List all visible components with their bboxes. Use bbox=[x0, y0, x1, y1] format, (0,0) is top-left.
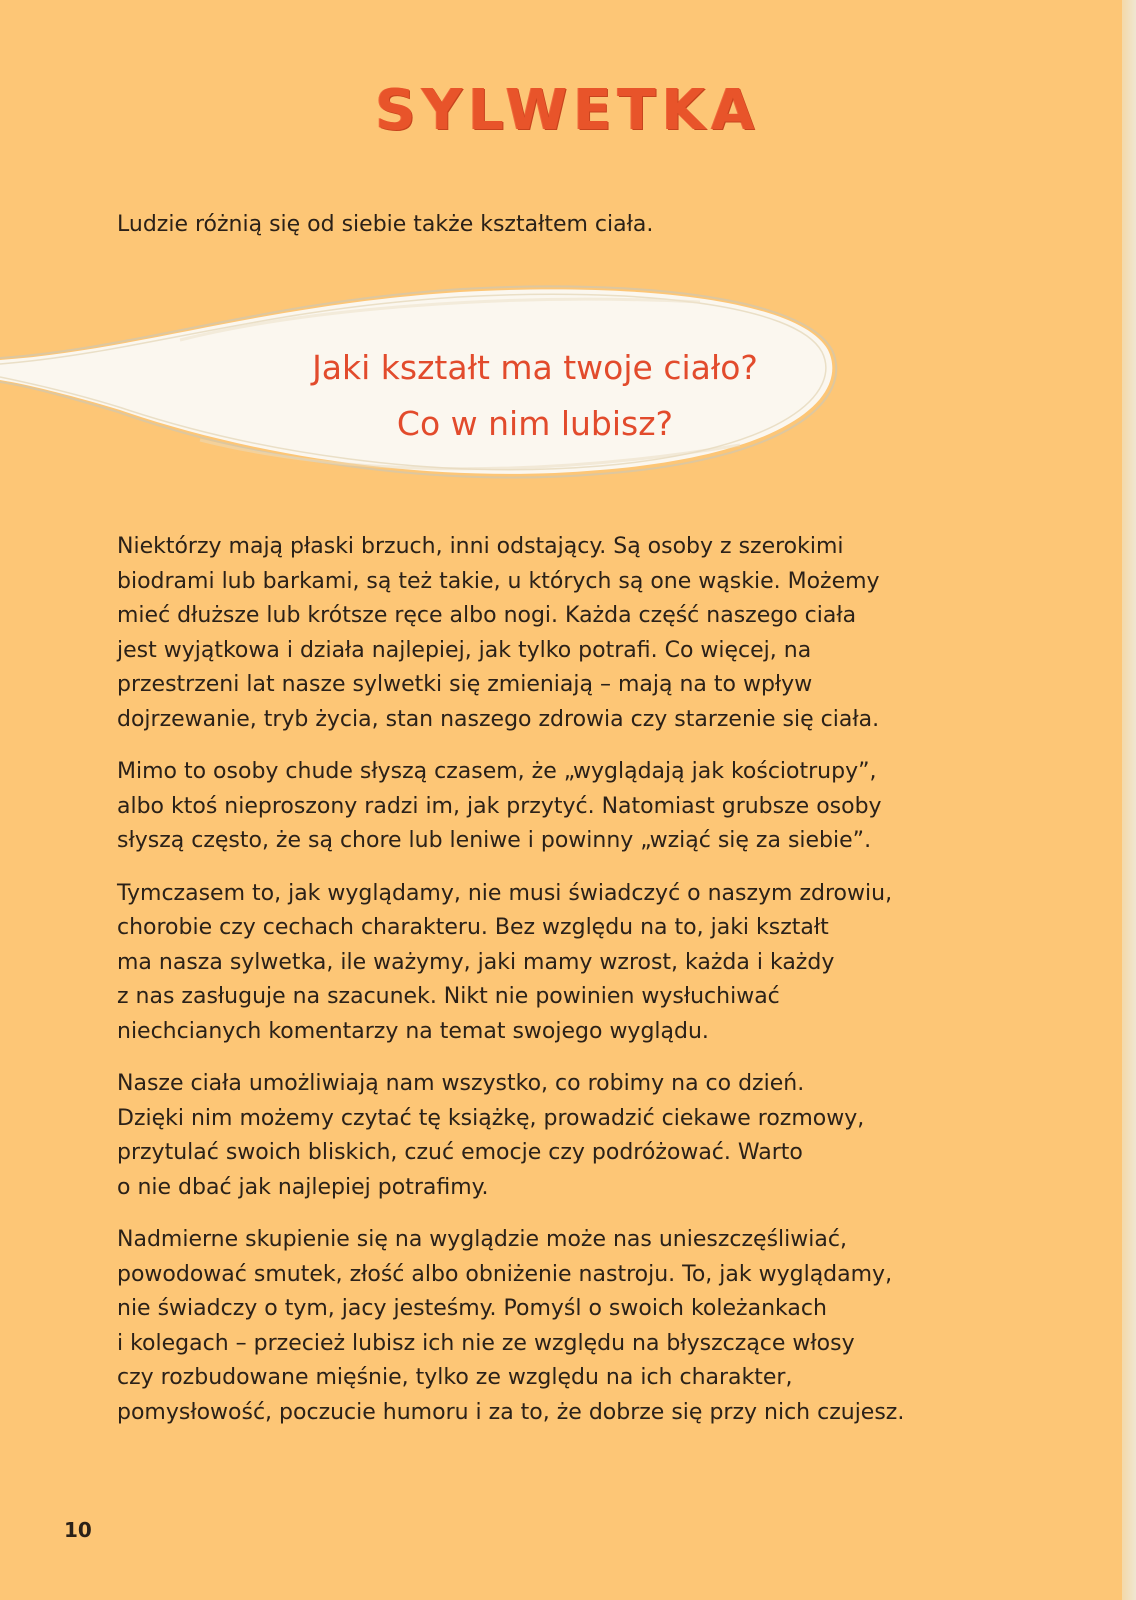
paragraph bbox=[117, 1223, 1007, 1430]
text-line: czy rozbudowane mięśnie, tylko ze względu na ich charakter, bbox=[117, 1365, 793, 1390]
text-line: chorobie czy cechach charakteru. Bez względu na to, jaki kształt bbox=[117, 915, 829, 940]
text-line: z nas zasługuje na szacunek. Nikt nie powinien wysłuchiwać bbox=[117, 984, 780, 1009]
text-line: powodować smutek, złość albo obniżenie nastroju. To, jak wyglądamy, bbox=[117, 1261, 893, 1287]
text-line: Niektórzy mają płaski brzuch, inni odstający. Są osoby z szerokimi bbox=[117, 534, 844, 559]
paragraph bbox=[117, 877, 1007, 1050]
bubble-question-line-1: Jaki kształt ma twoje ciało? bbox=[312, 348, 758, 387]
page-number: 10 bbox=[64, 1518, 92, 1542]
paragraph bbox=[117, 1067, 1007, 1205]
text-line: dojrzewanie, tryb życia, stan naszego zdrowia czy starzenie się ciała. bbox=[117, 706, 880, 732]
intro-text: Ludzie różnią się od siebie także kształtem ciała. bbox=[117, 212, 654, 237]
page-edge bbox=[1122, 0, 1136, 1600]
text-line: mieć dłuższe lub krótsze ręce albo nogi. Każda część naszego ciała bbox=[117, 603, 857, 628]
text-line: Mimo to osoby chude słyszą czasem, że „wyglądają jak kościotrupy”, bbox=[117, 759, 877, 784]
text-line: biodrami lub barkami, są też takie, u których są one wąskie. Możemy bbox=[117, 568, 880, 594]
text-line: Nadmierne skupienie się na wyglądzie może nas unieszczęśliwiać, bbox=[117, 1227, 847, 1252]
text-line: Nasze ciała umożliwiają nam wszystko, co robimy na co dzień. bbox=[117, 1071, 805, 1096]
page-title: SYLWETKA bbox=[375, 78, 761, 143]
text-line: niechcianych komentarzy na temat swojego wyglądu. bbox=[117, 1018, 709, 1044]
text-line: o nie dbać jak najlepiej potrafimy. bbox=[117, 1174, 489, 1200]
text-line: ma nasza sylwetka, ile ważymy, jaki mamy wzrost, każda i każdy bbox=[117, 949, 835, 975]
text-line: słyszą często, że są chore lub leniwe i powinny „wziąć się za siebie”. bbox=[117, 828, 872, 853]
body-text bbox=[117, 530, 1007, 1448]
text-line: Tymczasem to, jak wyglądamy, nie musi świadczyć o naszym zdrowiu, bbox=[117, 880, 893, 906]
paragraph bbox=[117, 530, 1007, 737]
text-line: przytulać swoich bliskich, czuć emocje czy podróżować. Warto bbox=[117, 1140, 803, 1165]
text-line: nie świadczy o tym, jacy jesteśmy. Pomyśl o swoich koleżankach bbox=[117, 1296, 827, 1321]
bubble-question-line-2: Co w nim lubisz? bbox=[396, 404, 674, 443]
speech-bubble bbox=[0, 280, 860, 500]
text-line: jest wyjątkowa i działa najlepiej, jak tylko potrafi. Co więcej, na bbox=[117, 637, 812, 663]
text-line: Dzięki nim możemy czytać tę książkę, prowadzić ciekawe rozmowy, bbox=[117, 1105, 865, 1131]
text-line: przestrzeni lat nasze sylwetki się zmieniają – mają na to wpływ bbox=[117, 672, 813, 697]
bubble-question bbox=[240, 340, 830, 452]
text-line: albo ktoś nieproszony radzi im, jak przytyć. Natomiast grubsze osoby bbox=[117, 793, 882, 819]
text-line: i kolegach – przecież lubisz ich nie ze względu na błyszczące włosy bbox=[117, 1330, 855, 1356]
text-line: pomysłowość, poczucie humoru i za to, że dobrze się przy nich czujesz. bbox=[117, 1399, 905, 1425]
paragraph bbox=[117, 755, 1007, 859]
